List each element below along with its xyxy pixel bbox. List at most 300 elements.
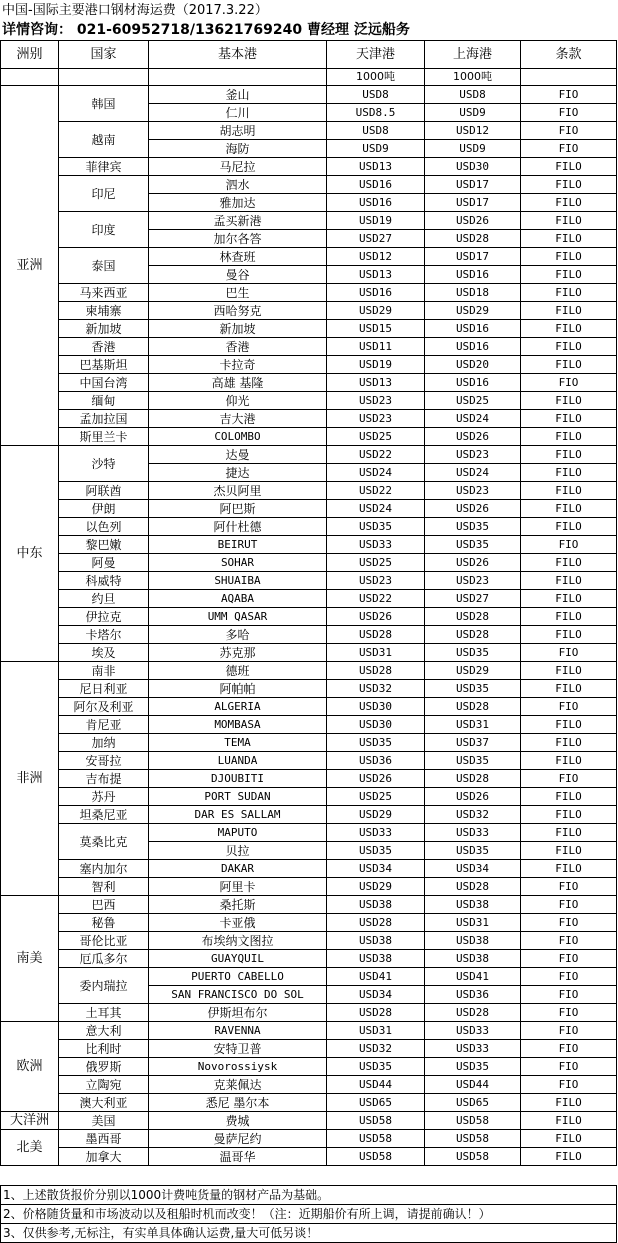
- port-cell: 香港: [149, 338, 327, 356]
- tianjin-rate-cell: USD29: [327, 878, 425, 896]
- shanghai-rate-cell: USD28: [425, 626, 521, 644]
- table-row: [1, 680, 617, 698]
- terms-cell: FIO: [521, 950, 617, 968]
- terms-cell: FILO: [521, 572, 617, 590]
- port-cell: DAR ES SALLAM: [149, 806, 327, 824]
- table-row: [1, 824, 617, 842]
- shanghai-rate-cell: USD35: [425, 644, 521, 662]
- shanghai-rate-cell: USD26: [425, 500, 521, 518]
- shanghai-rate-cell: USD23: [425, 446, 521, 464]
- tianjin-rate-cell: USD31: [327, 644, 425, 662]
- terms-cell: FILO: [521, 734, 617, 752]
- contact-line: 详情咨询： 021-60952718/13621769240 曹经理 泛远船务: [2, 22, 410, 38]
- tianjin-rate-cell: USD33: [327, 536, 425, 554]
- port-cell: DJOUBITI: [149, 770, 327, 788]
- table-row: [1, 428, 617, 446]
- header-terms: 条款: [521, 41, 617, 69]
- terms-cell: FIO: [521, 770, 617, 788]
- tianjin-rate-cell: USD16: [327, 176, 425, 194]
- shanghai-rate-cell: USD16: [425, 266, 521, 284]
- table-row: [1, 392, 617, 410]
- tianjin-rate-cell: USD24: [327, 464, 425, 482]
- tianjin-rate-cell: USD25: [327, 428, 425, 446]
- shanghai-rate-cell: USD28: [425, 878, 521, 896]
- tianjin-rate-cell: USD32: [327, 680, 425, 698]
- table-row: [1, 1094, 617, 1112]
- shanghai-rate-cell: USD38: [425, 950, 521, 968]
- unit-blank: [59, 69, 149, 86]
- tianjin-rate-cell: USD13: [327, 266, 425, 284]
- tianjin-rate-cell: USD8.5: [327, 104, 425, 122]
- terms-cell: FIO: [521, 896, 617, 914]
- shanghai-rate-cell: USD26: [425, 212, 521, 230]
- country-cell: 黎巴嫩: [59, 536, 149, 554]
- table-row: [1, 374, 617, 392]
- terms-cell: FIO: [521, 1022, 617, 1040]
- terms-cell: FIO: [521, 986, 617, 1004]
- table-row: [1, 1148, 617, 1166]
- shanghai-rate-cell: USD28: [425, 698, 521, 716]
- terms-cell: FILO: [521, 1130, 617, 1148]
- tianjin-rate-cell: USD12: [327, 248, 425, 266]
- tianjin-rate-cell: USD11: [327, 338, 425, 356]
- country-cell: 委内瑞拉: [59, 968, 149, 1004]
- port-cell: 仁川: [149, 104, 327, 122]
- shanghai-rate-cell: USD18: [425, 284, 521, 302]
- shanghai-rate-cell: USD38: [425, 896, 521, 914]
- terms-cell: FIO: [521, 86, 617, 104]
- port-cell: 泗水: [149, 176, 327, 194]
- unit-shanghai: 1000吨: [425, 69, 521, 86]
- shanghai-rate-cell: USD29: [425, 662, 521, 680]
- table-row: [1, 932, 617, 950]
- country-cell: 印尼: [59, 176, 149, 212]
- tianjin-rate-cell: USD34: [327, 860, 425, 878]
- terms-cell: FILO: [521, 230, 617, 248]
- table-row: [1, 716, 617, 734]
- terms-cell: FIO: [521, 644, 617, 662]
- terms-cell: FILO: [521, 338, 617, 356]
- terms-cell: FILO: [521, 176, 617, 194]
- table-row: [1, 896, 617, 914]
- tianjin-rate-cell: USD44: [327, 1076, 425, 1094]
- port-cell: 加尔各答: [149, 230, 327, 248]
- table-row: [1, 662, 617, 680]
- port-cell: 卡拉奇: [149, 356, 327, 374]
- tianjin-rate-cell: USD8: [327, 122, 425, 140]
- terms-cell: FILO: [521, 500, 617, 518]
- tianjin-rate-cell: USD38: [327, 950, 425, 968]
- shanghai-rate-cell: USD33: [425, 1040, 521, 1058]
- terms-cell: FIO: [521, 968, 617, 986]
- tianjin-rate-cell: USD8: [327, 86, 425, 104]
- unit-row: [1, 69, 617, 86]
- table-row: [1, 752, 617, 770]
- shanghai-rate-cell: USD44: [425, 1076, 521, 1094]
- terms-cell: FILO: [521, 428, 617, 446]
- tianjin-rate-cell: USD24: [327, 500, 425, 518]
- country-cell: 厄瓜多尔: [59, 950, 149, 968]
- table-row: [1, 968, 617, 986]
- table-row: [1, 86, 617, 104]
- table-row: [1, 554, 617, 572]
- port-cell: 杰贝阿里: [149, 482, 327, 500]
- port-cell: RAVENNA: [149, 1022, 327, 1040]
- table-row: [1, 860, 617, 878]
- shanghai-rate-cell: USD28: [425, 770, 521, 788]
- table-row: [1, 626, 617, 644]
- country-cell: 埃及: [59, 644, 149, 662]
- shanghai-rate-cell: USD32: [425, 806, 521, 824]
- port-cell: SAN FRANCISCO DO SOL: [149, 986, 327, 1004]
- terms-cell: FILO: [521, 518, 617, 536]
- shanghai-rate-cell: USD12: [425, 122, 521, 140]
- notes-table: [0, 1185, 617, 1243]
- terms-cell: FILO: [521, 1148, 617, 1166]
- note-1: 1、上述散货报价分别以1000计费吨货量的钢材产品为基础。: [1, 1186, 617, 1205]
- continent-cell: 欧洲: [1, 1022, 59, 1112]
- terms-cell: FILO: [521, 266, 617, 284]
- terms-cell: FIO: [521, 1076, 617, 1094]
- rate-table: [0, 40, 617, 1166]
- shanghai-rate-cell: USD41: [425, 968, 521, 986]
- continent-cell: 非洲: [1, 662, 59, 896]
- terms-cell: FILO: [521, 1094, 617, 1112]
- country-cell: 墨西哥: [59, 1130, 149, 1148]
- note-2: 2、价格随货量和市场波动以及租船时机而改变！（注：近期船价有所上调，请提前确认！）: [1, 1205, 617, 1224]
- port-cell: 新加坡: [149, 320, 327, 338]
- port-cell: 温哥华: [149, 1148, 327, 1166]
- country-cell: 伊拉克: [59, 608, 149, 626]
- table-row: [1, 1076, 617, 1094]
- shanghai-rate-cell: USD35: [425, 680, 521, 698]
- port-cell: TEMA: [149, 734, 327, 752]
- port-cell: 德班: [149, 662, 327, 680]
- tianjin-rate-cell: USD35: [327, 518, 425, 536]
- country-cell: 科威特: [59, 572, 149, 590]
- country-cell: 美国: [59, 1112, 149, 1130]
- shanghai-rate-cell: USD35: [425, 1058, 521, 1076]
- port-cell: 阿帕帕: [149, 680, 327, 698]
- table-row: [1, 356, 617, 374]
- terms-cell: FILO: [521, 464, 617, 482]
- country-cell: 斯里兰卡: [59, 428, 149, 446]
- table-row: [1, 446, 617, 464]
- table-row: [1, 1040, 617, 1058]
- shanghai-rate-cell: USD23: [425, 482, 521, 500]
- shanghai-rate-cell: USD8: [425, 86, 521, 104]
- country-cell: 阿联酋: [59, 482, 149, 500]
- shanghai-rate-cell: USD25: [425, 392, 521, 410]
- tianjin-rate-cell: USD58: [327, 1148, 425, 1166]
- terms-cell: FIO: [521, 122, 617, 140]
- country-cell: 俄罗斯: [59, 1058, 149, 1076]
- tianjin-rate-cell: USD22: [327, 446, 425, 464]
- table-row: [1, 320, 617, 338]
- port-cell: 釜山: [149, 86, 327, 104]
- tianjin-rate-cell: USD19: [327, 212, 425, 230]
- port-cell: 高雄 基隆: [149, 374, 327, 392]
- terms-cell: FILO: [521, 194, 617, 212]
- country-cell: 越南: [59, 122, 149, 158]
- port-cell: LUANDA: [149, 752, 327, 770]
- tianjin-rate-cell: USD25: [327, 554, 425, 572]
- table-row: [1, 122, 617, 140]
- terms-cell: FIO: [521, 140, 617, 158]
- table-row: [1, 950, 617, 968]
- shanghai-rate-cell: USD28: [425, 230, 521, 248]
- table-row: [1, 590, 617, 608]
- terms-cell: FIO: [521, 932, 617, 950]
- tianjin-rate-cell: USD13: [327, 374, 425, 392]
- terms-cell: FILO: [521, 716, 617, 734]
- tianjin-rate-cell: USD41: [327, 968, 425, 986]
- terms-cell: FILO: [521, 212, 617, 230]
- port-cell: MOMBASA: [149, 716, 327, 734]
- country-cell: 加纳: [59, 734, 149, 752]
- terms-cell: FILO: [521, 590, 617, 608]
- header-continent: 洲别: [1, 41, 59, 69]
- table-row: [1, 482, 617, 500]
- port-cell: BEIRUT: [149, 536, 327, 554]
- shanghai-rate-cell: USD20: [425, 356, 521, 374]
- table-row: [1, 572, 617, 590]
- shanghai-rate-cell: USD58: [425, 1130, 521, 1148]
- port-cell: 林查班: [149, 248, 327, 266]
- port-cell: 巴生: [149, 284, 327, 302]
- country-cell: 哥伦比亚: [59, 932, 149, 950]
- country-cell: 巴西: [59, 896, 149, 914]
- shanghai-rate-cell: USD33: [425, 1022, 521, 1040]
- country-cell: 安哥拉: [59, 752, 149, 770]
- port-cell: 布埃纳文图拉: [149, 932, 327, 950]
- port-cell: 多哈: [149, 626, 327, 644]
- terms-cell: FILO: [521, 284, 617, 302]
- port-cell: PORT SUDAN: [149, 788, 327, 806]
- country-cell: 韩国: [59, 86, 149, 122]
- terms-cell: FILO: [521, 842, 617, 860]
- header-country: 国家: [59, 41, 149, 69]
- shanghai-rate-cell: USD16: [425, 374, 521, 392]
- continent-cell: 大洋洲: [1, 1112, 59, 1130]
- unit-blank: [521, 69, 617, 86]
- port-cell: PUERTO CABELLO: [149, 968, 327, 986]
- terms-cell: FILO: [521, 554, 617, 572]
- tianjin-rate-cell: USD26: [327, 608, 425, 626]
- continent-cell: 南美: [1, 896, 59, 1022]
- port-cell: 马尼拉: [149, 158, 327, 176]
- table-row: [1, 536, 617, 554]
- port-cell: MAPUTO: [149, 824, 327, 842]
- tianjin-rate-cell: USD35: [327, 734, 425, 752]
- tianjin-rate-cell: USD30: [327, 716, 425, 734]
- shanghai-rate-cell: USD58: [425, 1112, 521, 1130]
- country-cell: 莫桑比克: [59, 824, 149, 860]
- shanghai-rate-cell: USD9: [425, 140, 521, 158]
- continent-cell: 亚洲: [1, 86, 59, 446]
- country-cell: 泰国: [59, 248, 149, 284]
- terms-cell: FILO: [521, 788, 617, 806]
- tianjin-rate-cell: USD34: [327, 986, 425, 1004]
- country-cell: 以色列: [59, 518, 149, 536]
- tianjin-rate-cell: USD29: [327, 806, 425, 824]
- terms-cell: FIO: [521, 104, 617, 122]
- unit-blank: [1, 69, 59, 86]
- terms-cell: FILO: [521, 752, 617, 770]
- terms-cell: FILO: [521, 248, 617, 266]
- table-row: [1, 158, 617, 176]
- tianjin-rate-cell: USD30: [327, 698, 425, 716]
- terms-cell: FILO: [521, 302, 617, 320]
- shanghai-rate-cell: USD29: [425, 302, 521, 320]
- table-row: [1, 1004, 617, 1022]
- port-cell: 安特卫普: [149, 1040, 327, 1058]
- shanghai-rate-cell: USD36: [425, 986, 521, 1004]
- terms-cell: FILO: [521, 392, 617, 410]
- shanghai-rate-cell: USD35: [425, 752, 521, 770]
- country-cell: 吉布提: [59, 770, 149, 788]
- terms-cell: FIO: [521, 374, 617, 392]
- country-cell: 缅甸: [59, 392, 149, 410]
- country-cell: 意大利: [59, 1022, 149, 1040]
- port-cell: UMM QASAR: [149, 608, 327, 626]
- port-cell: 达曼: [149, 446, 327, 464]
- tianjin-rate-cell: USD28: [327, 914, 425, 932]
- port-cell: SHUAIBA: [149, 572, 327, 590]
- port-cell: 海防: [149, 140, 327, 158]
- table-row: [1, 1022, 617, 1040]
- country-cell: 苏丹: [59, 788, 149, 806]
- tianjin-rate-cell: USD27: [327, 230, 425, 248]
- port-cell: 克莱佩达: [149, 1076, 327, 1094]
- shanghai-rate-cell: USD33: [425, 824, 521, 842]
- terms-cell: FIO: [521, 1004, 617, 1022]
- shanghai-rate-cell: USD31: [425, 914, 521, 932]
- table-row: [1, 518, 617, 536]
- tianjin-rate-cell: USD28: [327, 1004, 425, 1022]
- table-row: [1, 788, 617, 806]
- table-row: [1, 212, 617, 230]
- continent-cell: 中东: [1, 446, 59, 662]
- shanghai-rate-cell: USD27: [425, 590, 521, 608]
- terms-cell: FILO: [521, 356, 617, 374]
- shanghai-rate-cell: USD17: [425, 248, 521, 266]
- tianjin-rate-cell: USD22: [327, 482, 425, 500]
- terms-cell: FIO: [521, 878, 617, 896]
- country-cell: 阿曼: [59, 554, 149, 572]
- terms-cell: FILO: [521, 860, 617, 878]
- shanghai-rate-cell: USD9: [425, 104, 521, 122]
- port-cell: 胡志明: [149, 122, 327, 140]
- port-cell: DAKAR: [149, 860, 327, 878]
- country-cell: 中国台湾: [59, 374, 149, 392]
- sheet-title: 中国-国际主要港口钢材海运费（2017.3.22）: [2, 3, 268, 18]
- table-row: [1, 1130, 617, 1148]
- terms-cell: FILO: [521, 824, 617, 842]
- shanghai-rate-cell: USD31: [425, 716, 521, 734]
- terms-cell: FILO: [521, 626, 617, 644]
- port-cell: 吉大港: [149, 410, 327, 428]
- table-row: [1, 302, 617, 320]
- terms-cell: FIO: [521, 698, 617, 716]
- tianjin-rate-cell: USD58: [327, 1130, 425, 1148]
- table-row: [1, 284, 617, 302]
- country-cell: 菲律宾: [59, 158, 149, 176]
- country-cell: 卡塔尔: [59, 626, 149, 644]
- port-cell: SOHAR: [149, 554, 327, 572]
- country-cell: 澳大利亚: [59, 1094, 149, 1112]
- port-cell: 仰光: [149, 392, 327, 410]
- port-cell: 阿巴斯: [149, 500, 327, 518]
- country-cell: 印度: [59, 212, 149, 248]
- port-cell: 阿什杜德: [149, 518, 327, 536]
- header-shanghai: 上海港: [425, 41, 521, 69]
- shanghai-rate-cell: USD38: [425, 932, 521, 950]
- table-row: [1, 644, 617, 662]
- shanghai-rate-cell: USD23: [425, 572, 521, 590]
- port-cell: 贝拉: [149, 842, 327, 860]
- port-cell: 伊斯坦布尔: [149, 1004, 327, 1022]
- tianjin-rate-cell: USD58: [327, 1112, 425, 1130]
- port-cell: AQABA: [149, 590, 327, 608]
- shanghai-rate-cell: USD65: [425, 1094, 521, 1112]
- shanghai-rate-cell: USD35: [425, 842, 521, 860]
- shanghai-rate-cell: USD24: [425, 410, 521, 428]
- country-cell: 尼日利亚: [59, 680, 149, 698]
- shanghai-rate-cell: USD30: [425, 158, 521, 176]
- note-3: 3、仅供参考,无标注，有实单具体确认运费,量大可低另谈！: [1, 1224, 617, 1243]
- terms-cell: FILO: [521, 158, 617, 176]
- tianjin-rate-cell: USD35: [327, 1058, 425, 1076]
- country-cell: 阿尔及利亚: [59, 698, 149, 716]
- tianjin-rate-cell: USD38: [327, 932, 425, 950]
- unit-blank: [149, 69, 327, 86]
- shanghai-rate-cell: USD58: [425, 1148, 521, 1166]
- country-cell: 沙特: [59, 446, 149, 482]
- header-row: [1, 41, 617, 69]
- terms-cell: FILO: [521, 482, 617, 500]
- tianjin-rate-cell: USD29: [327, 302, 425, 320]
- table-row: [1, 608, 617, 626]
- port-cell: 苏克那: [149, 644, 327, 662]
- tianjin-rate-cell: USD19: [327, 356, 425, 374]
- table-row: [1, 878, 617, 896]
- port-cell: Novorossiysk: [149, 1058, 327, 1076]
- tianjin-rate-cell: USD16: [327, 284, 425, 302]
- terms-cell: FIO: [521, 914, 617, 932]
- tianjin-rate-cell: USD36: [327, 752, 425, 770]
- terms-cell: FILO: [521, 608, 617, 626]
- country-cell: 柬埔寨: [59, 302, 149, 320]
- country-cell: 塞内加尔: [59, 860, 149, 878]
- port-cell: 孟买新港: [149, 212, 327, 230]
- shanghai-rate-cell: USD35: [425, 536, 521, 554]
- table-row: [1, 410, 617, 428]
- port-cell: GUAYQUIL: [149, 950, 327, 968]
- shanghai-rate-cell: USD28: [425, 1004, 521, 1022]
- terms-cell: FIO: [521, 1040, 617, 1058]
- terms-cell: FILO: [521, 320, 617, 338]
- tianjin-rate-cell: USD26: [327, 770, 425, 788]
- country-cell: 新加坡: [59, 320, 149, 338]
- port-cell: 曼萨尼约: [149, 1130, 327, 1148]
- country-cell: 加拿大: [59, 1148, 149, 1166]
- country-cell: 立陶宛: [59, 1076, 149, 1094]
- tianjin-rate-cell: USD28: [327, 626, 425, 644]
- shanghai-rate-cell: USD28: [425, 608, 521, 626]
- terms-cell: FILO: [521, 680, 617, 698]
- tianjin-rate-cell: USD31: [327, 1022, 425, 1040]
